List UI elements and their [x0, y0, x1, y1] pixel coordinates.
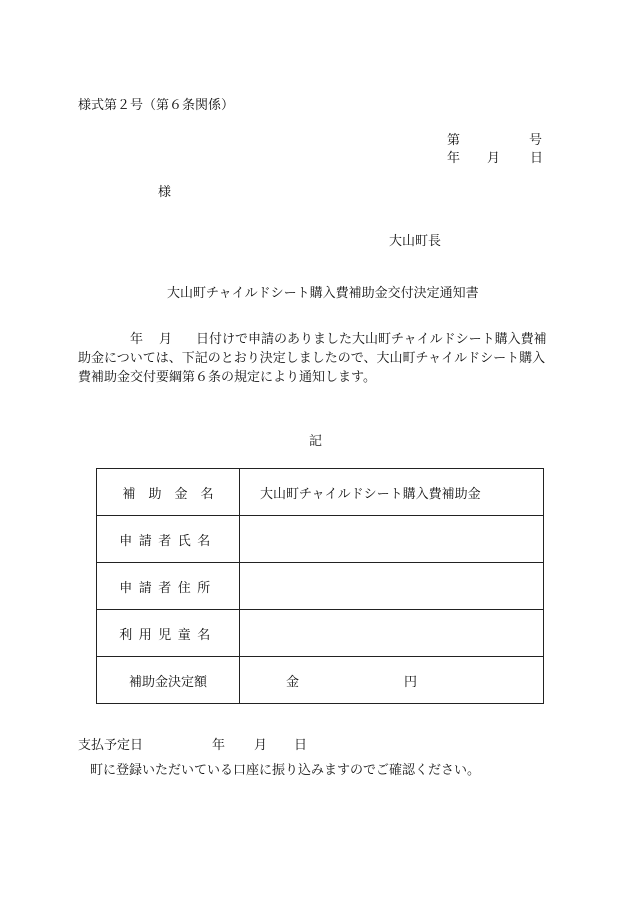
payment-date-label: 支払予定日 — [78, 738, 144, 753]
payment-date-month: 月 — [254, 738, 268, 753]
payment-note: 町に登録いただいている口座に振り込みますのでご確認ください。 — [90, 763, 481, 778]
document-title: 大山町チャイルドシート購入費補助金交付決定通知書 — [167, 286, 479, 301]
row-value-child-name — [240, 610, 544, 657]
row-label-decision-amount: 補助金決定額 — [97, 657, 240, 704]
issue-date-year: 年 — [447, 151, 461, 166]
document-number-prefix: 第 — [447, 133, 461, 148]
row-value-decision-amount — [240, 657, 544, 704]
addressee: 様 — [158, 185, 172, 200]
subsidy-info-table — [96, 468, 544, 704]
document-number-suffix: 号 — [528, 133, 542, 148]
row-label-applicant-name: 申請者氏名 — [97, 516, 240, 563]
row-value-applicant-address — [240, 563, 544, 610]
issuer: 大山町長 — [389, 234, 442, 249]
table-row — [97, 657, 544, 704]
issue-date-day: 日 — [530, 151, 544, 166]
form-number: 様式第２号（第６条関係） — [78, 98, 235, 113]
amount-yen: 円 — [404, 674, 418, 690]
body-paragraph — [78, 330, 558, 387]
issue-date-month: 月 — [487, 151, 501, 166]
body-month: 月 — [159, 332, 173, 347]
payment-date-day: 日 — [294, 738, 308, 753]
payment-date-year: 年 — [212, 738, 226, 753]
table-row — [97, 610, 544, 657]
table-row — [97, 563, 544, 610]
table-row — [97, 469, 544, 516]
ki-heading: 記 — [309, 434, 323, 449]
body-year: 年 — [130, 332, 144, 347]
row-value-subsidy-name: 大山町チャイルドシート購入費補助金 — [240, 469, 544, 516]
table-row — [97, 516, 544, 563]
row-label-child-name: 利用児童名 — [97, 610, 240, 657]
row-label-subsidy-name: 補 助 金 名 — [97, 469, 240, 516]
amount-kin: 金 — [286, 674, 300, 690]
body-text: 日付けで申請のありました大山町チャイルドシート購入費補助金については、下記のとおり決定しましたので、大山町チャイルドシート購入費補助金交付要綱第６条の規定により通知します。 — [78, 332, 547, 385]
row-value-applicant-name — [240, 516, 544, 563]
row-label-applicant-address: 申請者住所 — [97, 563, 240, 610]
payment-date — [78, 738, 308, 754]
